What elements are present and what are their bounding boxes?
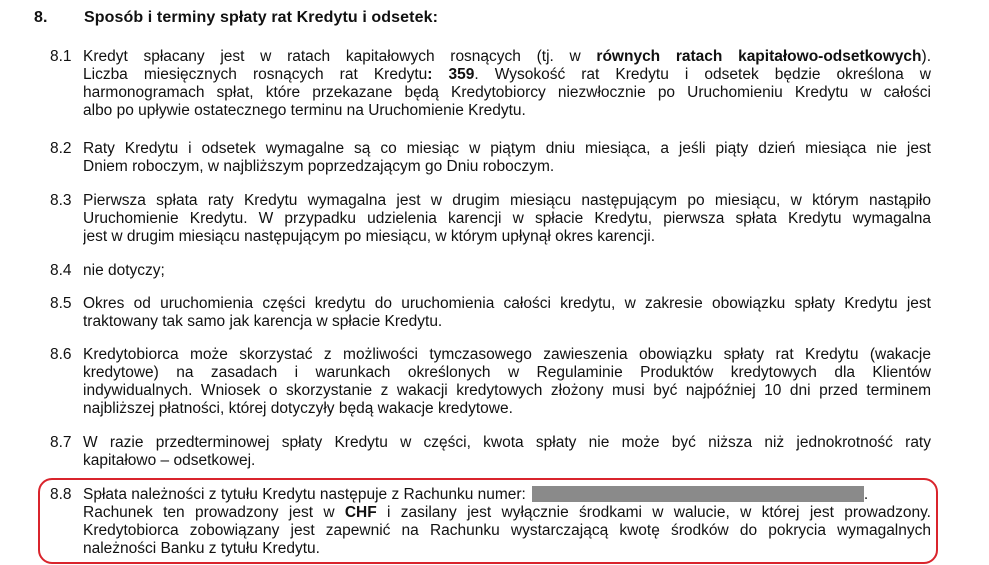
clause-line: Uruchomienie Kredytu. W przypadku udzielenia karencji w spłacie Kredytu, pierwsza spłata Kredytu wymagalna (83, 210, 931, 227)
section-number: 8. (34, 9, 48, 26)
clause-number: 8.8 (50, 486, 72, 503)
section-title: Sposób i terminy spłaty rat Kredytu i odsetek: (84, 9, 439, 26)
clause-number: 8.5 (50, 295, 72, 312)
clause-line: Kredytobiorca może skorzystać z możliwości tymczasowego zawieszenia obowiązku spłaty rat Kredytu (wakacje (83, 346, 931, 363)
clause-line: W razie przedterminowej spłaty Kredytu w części, kwota spłaty nie może być niższa niż jednokrotność raty (83, 434, 931, 451)
clause-line: harmonogramach spłat, które przekazane będą Kredytobiorcy niezwłocznie po Uruchomieniu Kredytu w całości (83, 84, 931, 101)
clause-line: jest w drugim miesiącu następującym po miesiącu, w którym upłynął okres karencji. (83, 228, 655, 245)
clause-number: 8.2 (50, 140, 72, 157)
emphasis-text: równych ratach kapitałowo-odsetkowych (596, 48, 922, 65)
clause-line: nie dotyczy; (83, 262, 165, 279)
clause-line: Dniem roboczym, w najbliższym poprzedzającym go Dniu roboczym. (83, 158, 555, 175)
section-heading (34, 9, 438, 31)
clause-line: indywidualnych. Wniosek o skorzystanie z wakacji kredytowych złożony musi być najpóźniej 10 dni przed terminem (83, 382, 931, 399)
clause-line: kapitałowo – odsetkowej. (83, 452, 256, 469)
clause-number: 8.6 (50, 346, 72, 363)
clause-line: Spłata należności z tytułu Kredytu następuje z Rachunku numer: . (83, 486, 869, 503)
clause-line: albo po upływie ostatecznego terminu na Uruchomienie Kredytu. (83, 102, 526, 119)
clause-line: traktowany tak samo jak karencja w spłacie Kredytu. (83, 313, 443, 330)
clause-line: najbliższej płatności, której dotyczyły będą wakacje kredytowe. (83, 400, 513, 417)
redacted-account-number (532, 486, 864, 502)
currency-code: CHF (344, 504, 377, 521)
clause-line: kredytowe) na zasadach i warunkach określonych w Regulaminie Produktów kredytowych dla Klientów (83, 364, 931, 381)
clause-line: Kredyt spłacany jest w ratach kapitałowych rosnących (tj. w równych ratach kapitałowo-odsetkowych). (83, 48, 931, 65)
installment-count: : 359 (427, 66, 475, 83)
clause-number: 8.4 (50, 262, 72, 279)
clause-line: Kredytobiorca zobowiązany jest zapewnić na Rachunku wystarczającą kwotę środków do pokrycia wymagalnych (83, 522, 931, 539)
clause-line: należności Banku z tytułu Kredytu. (83, 540, 320, 557)
clause-line: Okres od uruchomienia części kredytu do uruchomienia całości kredytu, w zakresie obowiązku spłaty Kredytu jest (83, 295, 931, 312)
clause-number: 8.3 (50, 192, 72, 209)
clause-line: Rachunek ten prowadzony jest w CHF i zasilany jest wyłącznie środkami w walucie, w której jest prowadzony. (83, 504, 931, 521)
clause-number: 8.1 (50, 48, 72, 65)
clause-number: 8.7 (50, 434, 72, 451)
clause-line: Liczba miesięcznych rosnących rat Kredytu: 359. Wysokość rat Kredytu i odsetek będzie określona w (83, 66, 931, 83)
clause-line: Raty Kredytu i odsetek wymagalne są co miesiąc w piątym dniu miesiąca, a jeśli piąty dzień miesiąca nie jest (83, 140, 931, 157)
clause-line: Pierwsza spłata raty Kredytu wymagalna jest w drugim miesiącu następującym po miesiącu, w którym nastąpiło (83, 192, 931, 209)
